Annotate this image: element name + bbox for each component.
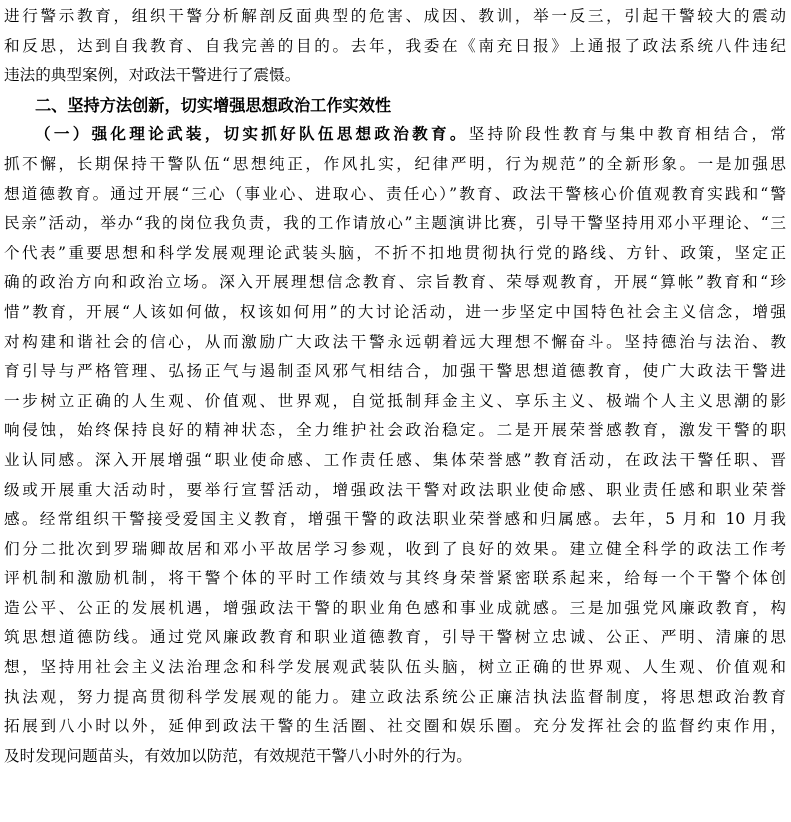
text-line: 确的政治方向和政治立场。深入开展理想信念教育、宗旨教育、荣辱观教育，开展“算帐”教育和“珍: [4, 273, 786, 292]
text-line: 进行警示教育，组织干警分析解剖反面典型的危害、成因、教训，举一反三，引起干警较大的震动: [4, 7, 786, 25]
text-line: 评机制和激励机制，将干警个体的平时工作绩效与其终身荣誉紧密联系起来，给每一个干警个体创: [4, 569, 786, 588]
section-heading: 二、坚持方法创新，切实增强思想政治工作实效性: [35, 95, 392, 115]
text-line: 违法的典型案例，对政法干警进行了震慑。: [4, 66, 301, 85]
text-line: 民亲”活动，举办“我的岗位我负责，我的工作请放心”主题演讲比赛，引导干警坚持用邓小平理论、“三: [4, 214, 786, 233]
text-line: 对构建和谐社会的信心，从而激励广大政法干警永远朝着远大理想不懈奋斗。坚持德治与法治、教: [4, 332, 786, 351]
text-line: 感。经常组织干警接受爱国主义教育，增强干警的政法职业荣誉感和归属感。去年，5 月和 10 月我: [4, 510, 786, 529]
text-line: 个代表”重要思想和科学发展观理论武装头脑，不折不扣地贯彻执行党的路线、方针、政策，坚定正: [4, 243, 786, 262]
text-line: 筑思想道德防线。通过党风廉政教育和职业道德教育，引导干警树立忠诚、公正、严明、清廉的思: [4, 628, 786, 647]
paragraph-first-line: [4, 120, 786, 150]
text-line: 执法观，努力提高贯彻科学发展观的能力。建立政法系统公正廉洁执法监督制度，将思想政治教育: [4, 687, 786, 706]
text-line: 级或开展重大活动时，要举行宣誓活动，增强政法干警对政法职业使命感、职业责任感和职业荣誉: [4, 480, 786, 499]
text-line: 惜”教育，开展“人该如何做，权该如何用”的大讨论活动，进一步坚定中国特色社会主义信念，增强: [4, 302, 786, 321]
text-line: 拓展到八小时以外，延伸到政法干警的生活圈、社交圈和娱乐圈。充分发挥社会的监督约束作用，: [4, 717, 786, 736]
text-line: 响侵蚀，始终保持良好的精神状态，全力维护社会政治稳定。二是开展荣誉感教育，激发干警的职: [4, 421, 786, 440]
text-line: 想道德教育。通过开展“三心（事业心、进取心、责任心）”教育、政法干警核心价值观教育实践和“警: [4, 184, 786, 203]
text-line: 业认同感。深入开展增强“职业使命感、工作责任感、集体荣誉感”教育活动，在政法干警任职、晋: [4, 450, 786, 469]
text-line: 育引导与严格管理、弘扬正气与遏制歪风邪气相结合，加强干警思想道德教育，使广大政法干警进: [4, 362, 786, 381]
text-line: 坚持阶段性教育与集中教育相结合，常: [468, 125, 786, 144]
text-line: 一步树立正确的人生观、价值观、世界观，自觉抵制拜金主义、享乐主义、极端个人主义思潮的影: [4, 391, 786, 410]
document-page: [4, 2, 786, 771]
subsection-lead: （一）强化理论武装，切实抓好队伍思想政治教育。: [35, 125, 469, 144]
text-line: 造公平、公正的发展机遇，增强政法干警的职业角色感和事业成就感。三是加强党风廉政教育，构: [4, 598, 786, 617]
text-line: 及时发现问题苗头，有效加以防范，有效规范干警八小时外的行为。: [4, 746, 472, 765]
text-line: 们分二批次到罗瑞卿故居和邓小平故居学习参观，收到了良好的效果。建立健全科学的政法工作考: [4, 539, 786, 558]
text-line: 和反思，达到自我教育、自我完善的目的。去年，我委在《南充日报》上通报了政法系统八件违纪: [4, 36, 786, 55]
text-line: 想，坚持用社会主义法治理念和科学发展观武装队伍头脑，树立正确的世界观、人生观、价值观和: [4, 658, 786, 677]
text-line: 抓不懈，长期保持干警队伍“思想纯正，作风扎实，纪律严明，行为规范”的全新形象。一是加强思: [4, 154, 786, 173]
